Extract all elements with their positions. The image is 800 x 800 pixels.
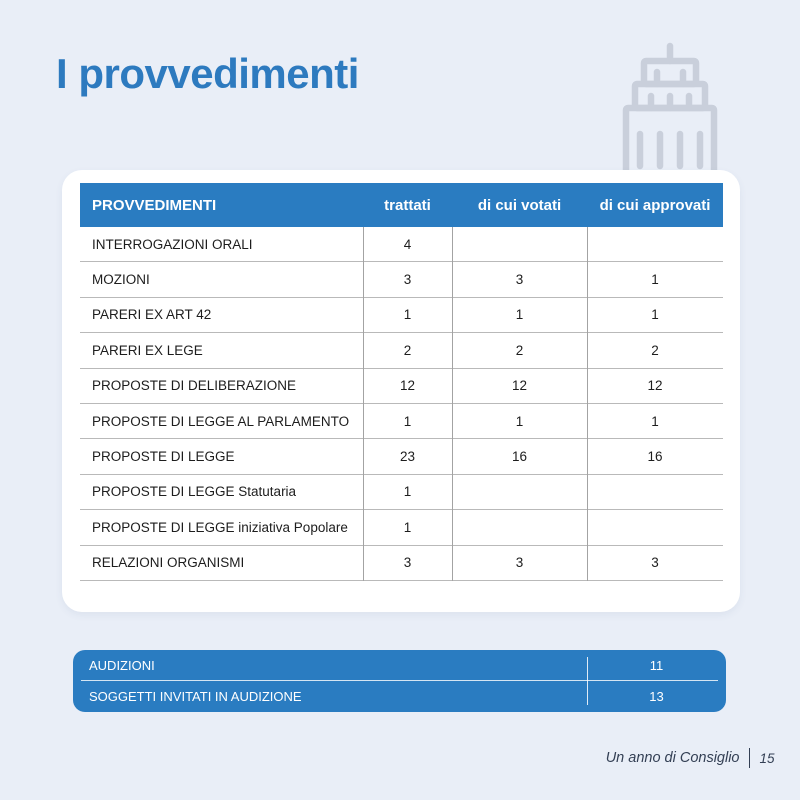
row-label: PARERI EX LEGE xyxy=(92,342,203,358)
column-divider xyxy=(363,227,364,581)
cell-trattati: 23 xyxy=(399,449,416,465)
header-provvedimenti: PROVVEDIMENTI xyxy=(92,196,217,214)
audizioni-column-divider xyxy=(587,657,588,705)
column-divider xyxy=(587,227,588,581)
row-label: PARERI EX ART 42 xyxy=(92,307,212,323)
cell-votati: 3 xyxy=(515,555,524,571)
row-label: PROPOSTE DI DELIBERAZIONE xyxy=(92,378,297,394)
cell-trattati: 12 xyxy=(399,378,416,394)
table-row xyxy=(80,404,723,439)
cell-votati: 1 xyxy=(515,413,524,429)
cell-trattati: 1 xyxy=(403,307,412,323)
audizioni-table xyxy=(73,650,726,712)
building-icon xyxy=(619,40,721,182)
cell-votati: 2 xyxy=(515,342,524,358)
table-row xyxy=(80,475,723,510)
row-label: PROPOSTE DI LEGGE xyxy=(92,449,235,465)
table-body xyxy=(80,227,723,581)
table-row xyxy=(80,227,723,262)
audizioni-row xyxy=(73,650,726,681)
row-label: INTERROGAZIONI ORALI xyxy=(92,236,253,252)
provvedimenti-card xyxy=(62,170,740,612)
row-label: PROPOSTE DI LEGGE Statutaria xyxy=(92,484,297,500)
audizioni-value: 13 xyxy=(649,689,664,704)
row-label: RELAZIONI ORGANISMI xyxy=(92,555,245,571)
audizioni-label: SOGGETTI INVITATI IN AUDIZIONE xyxy=(89,689,302,704)
footer-document-title: Un anno di Consiglio xyxy=(605,750,740,766)
cell-approvati: 2 xyxy=(651,342,659,358)
cell-approvati: 1 xyxy=(651,272,659,288)
page-title: I provvedimenti xyxy=(56,50,359,97)
row-label: PROPOSTE DI LEGGE iniziativa Popolare xyxy=(92,519,348,535)
table-row xyxy=(80,298,723,333)
page-footer xyxy=(606,748,775,768)
cell-trattati: 1 xyxy=(403,519,412,535)
cell-trattati: 2 xyxy=(403,342,412,358)
table-row xyxy=(80,333,723,368)
audizioni-label: AUDIZIONI xyxy=(89,658,155,673)
cell-votati: 12 xyxy=(511,378,528,394)
footer-page-number: 15 xyxy=(759,750,775,766)
header-di-cui-votati: di cui votati xyxy=(477,196,562,214)
row-label: PROPOSTE DI LEGGE AL PARLAMENTO xyxy=(92,413,350,429)
table-row xyxy=(80,510,723,545)
cell-approvati: 16 xyxy=(647,449,663,465)
cell-trattati: 1 xyxy=(403,413,412,429)
table-row xyxy=(80,369,723,404)
cell-trattati: 3 xyxy=(403,272,412,288)
table-row xyxy=(80,439,723,474)
footer-divider xyxy=(749,748,751,768)
cell-approvati: 3 xyxy=(651,555,659,571)
cell-approvati: 12 xyxy=(647,378,663,394)
cell-votati: 1 xyxy=(515,307,524,323)
audizioni-row xyxy=(73,681,726,712)
cell-trattati: 1 xyxy=(403,484,412,500)
provvedimenti-table xyxy=(80,183,723,581)
table-row xyxy=(80,262,723,297)
cell-trattati: 3 xyxy=(403,555,412,571)
header-trattati: trattati xyxy=(384,196,431,214)
cell-trattati: 4 xyxy=(403,236,412,252)
cell-votati: 3 xyxy=(515,272,524,288)
column-divider xyxy=(452,227,453,581)
header-di-cui-approvati: di cui approvati xyxy=(599,196,711,214)
table-header-row xyxy=(80,183,723,227)
audizioni-value: 11 xyxy=(649,658,664,673)
cell-approvati: 1 xyxy=(651,413,659,429)
table-row xyxy=(80,546,723,581)
cell-votati: 16 xyxy=(511,449,528,465)
cell-approvati: 1 xyxy=(651,307,659,323)
row-label: MOZIONI xyxy=(92,272,150,288)
